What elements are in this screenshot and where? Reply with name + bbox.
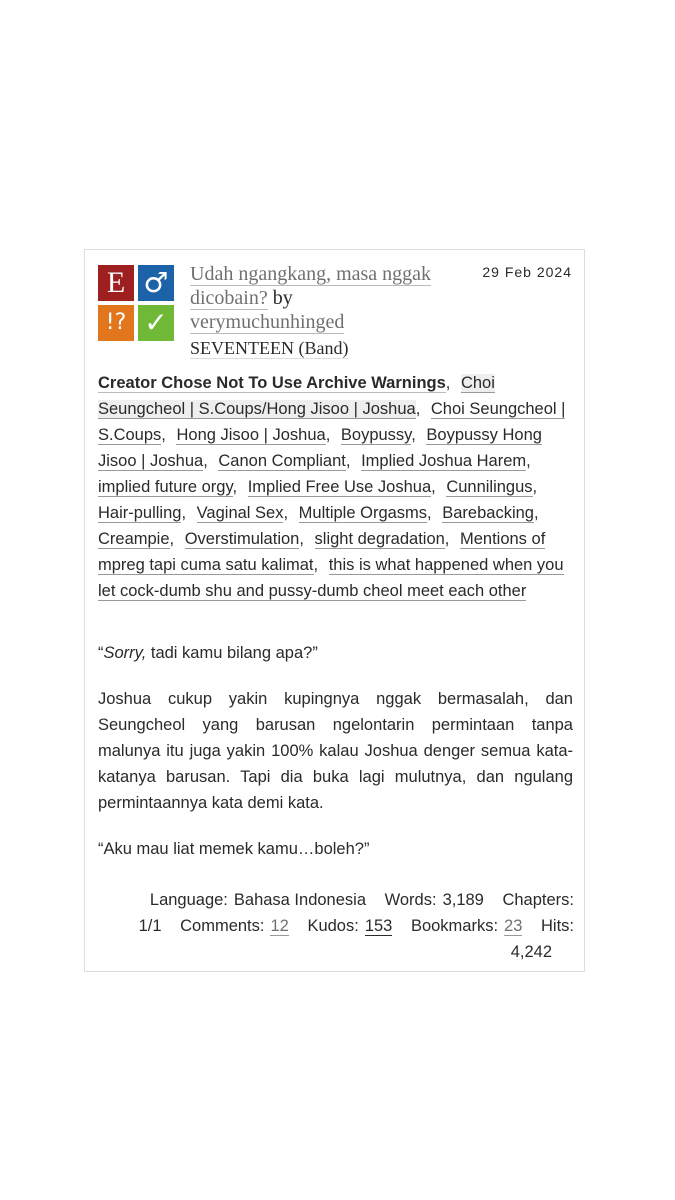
work-stats bbox=[98, 887, 574, 965]
tag-link[interactable]: Cunnilingus bbox=[446, 478, 533, 496]
work-blurb bbox=[84, 249, 585, 972]
warning-tag[interactable]: Creator Chose Not To Use Archive Warnings bbox=[98, 374, 446, 392]
kudos-link[interactable]: 153 bbox=[364, 917, 393, 935]
chapters-value: 1/1 bbox=[138, 917, 162, 935]
tag-separator: , bbox=[532, 478, 538, 496]
tag-separator: , bbox=[203, 452, 208, 470]
tag-separator: , bbox=[232, 478, 238, 496]
summary-text-1: tadi kamu bilang apa?” bbox=[146, 644, 318, 662]
stat-words bbox=[385, 891, 484, 909]
summary-emphasis: Sorry, bbox=[103, 644, 147, 662]
summary-paragraph-3: “Aku mau liat memek kamu…boleh?” bbox=[98, 840, 370, 858]
kudos-label: Kudos: bbox=[307, 917, 359, 935]
complete-work-icon[interactable]: ✓ bbox=[138, 305, 174, 341]
tag-link[interactable]: Multiple Orgasms bbox=[298, 504, 428, 522]
tag-link[interactable]: Choi Seungcheol | S.Coups bbox=[98, 400, 566, 444]
tag-separator: , bbox=[283, 504, 289, 522]
words-value: 3,189 bbox=[442, 891, 484, 909]
tag-link[interactable]: Mentions of mpreg tapi cuma satu kalimat bbox=[98, 530, 546, 574]
bookmarks-link[interactable]: 23 bbox=[504, 917, 523, 935]
tag-separator: , bbox=[526, 452, 531, 470]
tag-separator: , bbox=[299, 530, 304, 548]
tag-link[interactable]: Implied Joshua Harem bbox=[361, 452, 527, 470]
tag-separator: , bbox=[415, 400, 421, 418]
tag-separator: , bbox=[325, 426, 331, 444]
category-mm-icon[interactable]: ♂ bbox=[138, 265, 174, 301]
hits-value: 4,242 bbox=[510, 943, 552, 961]
tag-link[interactable]: Barebacking bbox=[442, 504, 534, 522]
chapters-label: Chapters: bbox=[502, 891, 574, 909]
tag-link[interactable]: Hong Jisoo | Joshua bbox=[176, 426, 326, 444]
work-header bbox=[85, 250, 584, 368]
tag-link[interactable]: Boypussy bbox=[340, 426, 412, 444]
tag-link[interactable]: Canon Compliant bbox=[218, 452, 346, 470]
tag-link[interactable]: Vaginal Sex bbox=[196, 504, 284, 522]
tag-link[interactable]: Choi Seungcheol | S.Coups/Hong Jisoo | Joshua bbox=[98, 374, 495, 418]
hits-label: Hits: bbox=[541, 917, 574, 935]
tag-link[interactable]: implied future orgy bbox=[98, 478, 233, 496]
tag-separator: , bbox=[444, 530, 450, 548]
stat-bookmarks bbox=[411, 917, 522, 935]
tag-link[interactable]: Boypussy Hong Jisoo | Joshua bbox=[98, 426, 542, 470]
warning-choose-not-icon[interactable]: !? bbox=[98, 305, 134, 341]
tag-link[interactable]: Creampie bbox=[98, 530, 170, 548]
tag-separator: , bbox=[313, 556, 319, 574]
language-value: Bahasa Indonesia bbox=[233, 891, 366, 909]
tag-link[interactable]: slight degradation bbox=[314, 530, 445, 548]
work-title-link[interactable]: Udah ngangkang, masa nggak dicobain? bbox=[190, 263, 432, 309]
quote-open: “ bbox=[98, 644, 104, 662]
tag-link[interactable]: Implied Free Use Joshua bbox=[247, 478, 432, 496]
stat-kudos bbox=[307, 917, 392, 935]
stat-comments bbox=[180, 917, 289, 935]
required-tags bbox=[98, 265, 174, 341]
tag-list bbox=[98, 370, 576, 604]
comments-link[interactable]: 12 bbox=[270, 917, 289, 935]
tag-separator: , bbox=[161, 426, 166, 444]
tag-separator: , bbox=[181, 504, 187, 522]
words-label: Words: bbox=[384, 891, 437, 909]
tag-separator: , bbox=[427, 504, 432, 522]
author-link[interactable]: verymuchunhinged bbox=[190, 311, 345, 333]
tag-link[interactable]: this is what happened when you let cock-dumb shu and pussy-dumb cheol meet each other bbox=[98, 556, 564, 600]
language-label: Language: bbox=[149, 891, 228, 909]
work-summary bbox=[98, 640, 573, 882]
tag-separator: , bbox=[445, 374, 451, 392]
stat-hits-label bbox=[541, 917, 574, 935]
stat-chapters bbox=[139, 917, 162, 935]
tag-separator: , bbox=[431, 478, 436, 496]
tag-separator: , bbox=[345, 452, 351, 470]
bookmarks-label: Bookmarks: bbox=[410, 917, 499, 935]
publish-date: 29 Feb 2024 bbox=[482, 264, 572, 280]
work-heading bbox=[190, 262, 450, 334]
tag-link[interactable]: Hair-pulling bbox=[98, 504, 182, 522]
stat-language bbox=[150, 891, 366, 909]
stat-chapters-label bbox=[502, 891, 574, 909]
comments-label: Comments: bbox=[180, 917, 265, 935]
tag-separator: , bbox=[411, 426, 416, 444]
tag-separator: , bbox=[533, 504, 539, 522]
tag-link[interactable]: Overstimulation bbox=[184, 530, 300, 548]
summary-paragraph-1 bbox=[98, 640, 573, 666]
summary-paragraph-2: Joshua cukup yakin kupingnya nggak bermasalah, dan Seungcheol yang barusan ngelontarin permintaan tanpa malunya itu juga yakin 100% kalau Joshua denger semua kata-katanya barusan. Tapi dia buka lagi mulutnya, dan ngulang permintaannya kata demi kata. bbox=[98, 690, 573, 812]
fandom-tag[interactable] bbox=[190, 338, 348, 359]
by-text: by bbox=[272, 287, 293, 309]
tag-separator: , bbox=[169, 530, 175, 548]
stat-hits bbox=[511, 943, 552, 961]
fandom-link[interactable]: SEVENTEEN (Band) bbox=[190, 338, 349, 358]
rating-explicit-icon[interactable]: E bbox=[98, 265, 134, 301]
